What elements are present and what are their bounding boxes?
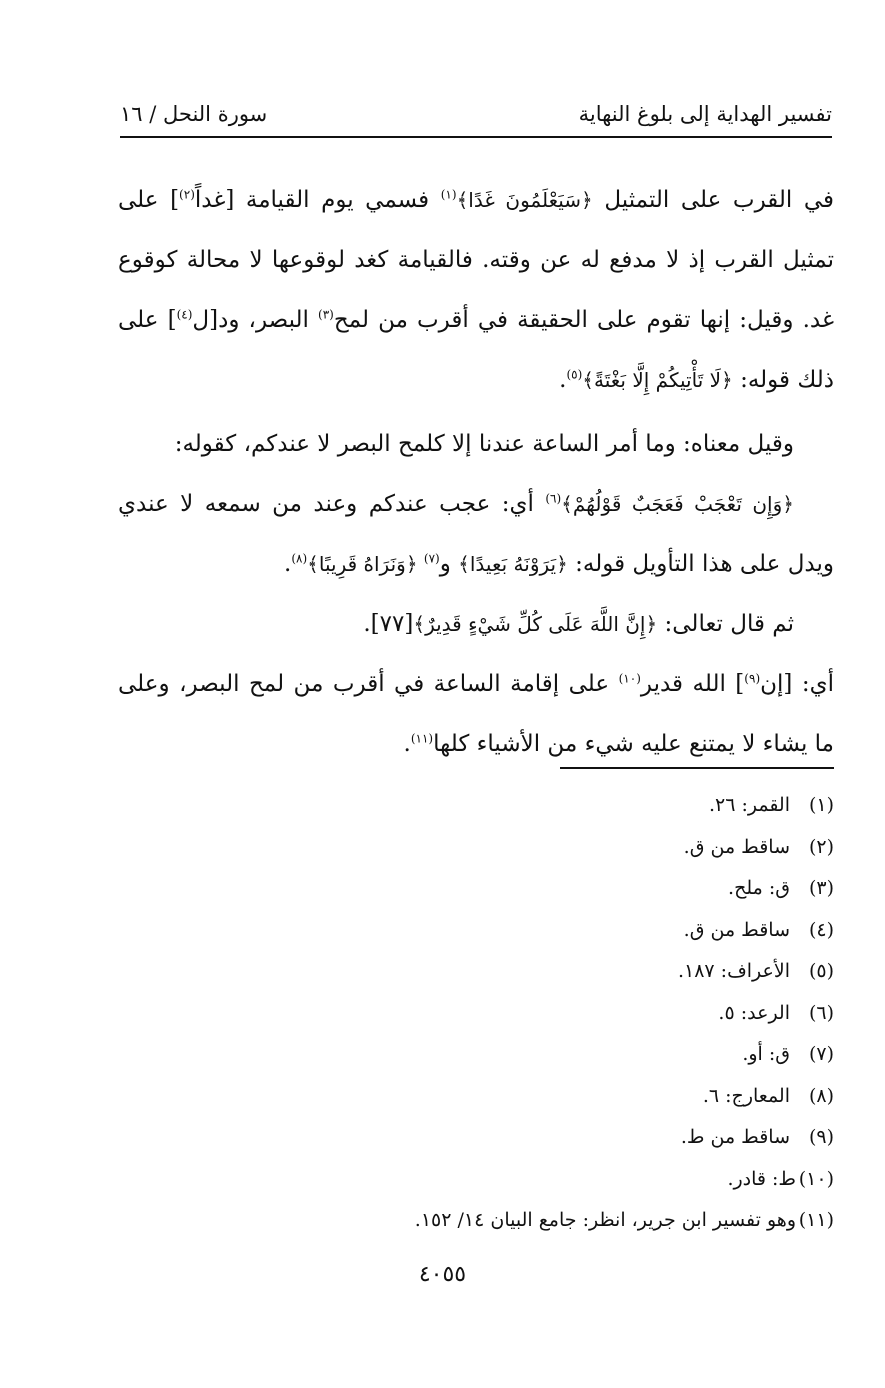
footnote-text: ساقط من ق. xyxy=(683,918,790,941)
footnote-text: ق: ملح. xyxy=(728,877,790,899)
footnote xyxy=(118,1160,834,1202)
quran-quote: ﴿سَيَعْلَمُونَ غَدًا﴾ xyxy=(456,188,593,212)
quran-quote: ﴿إِنَّ اللَّهَ عَلَى كُلِّ شَيْءٍ قَدِيرٌ﴾ xyxy=(413,612,658,636)
footnote xyxy=(118,952,834,994)
paragraph-4 xyxy=(118,594,834,654)
footnote-number: (٧) xyxy=(808,1043,834,1065)
paragraph-3 xyxy=(118,474,834,594)
quran-quote: ﴿يَرَوْنَهُ بَعِيدًا﴾ xyxy=(458,552,568,576)
footnote-number: (١٠) xyxy=(798,1167,834,1190)
text-run: ] الله قدير xyxy=(640,671,745,697)
footnote-text: المعارج: ٦. xyxy=(702,1084,790,1107)
footnote xyxy=(118,1118,834,1160)
footnote xyxy=(118,911,834,953)
footnote-text: ساقط من ط. xyxy=(680,1126,790,1148)
text-run: . xyxy=(403,731,411,757)
footnote-number: (١) xyxy=(808,794,834,816)
footnote-number: (٦) xyxy=(808,1001,834,1024)
footnote-number: (١١) xyxy=(798,1209,834,1231)
footnote-text: ساقط من ق. xyxy=(683,835,790,858)
footnotes-list xyxy=(118,786,834,1243)
text-run: ثم قال تعالى: xyxy=(657,611,794,637)
verse-number: [٧٧]. xyxy=(363,611,414,637)
footnote-text: الأعراف: ١٨٧. xyxy=(677,960,790,982)
text-run: البصر، ود[ل xyxy=(192,307,319,333)
text-run: على إقامة الساعة في أقرب من لمح البصر، وعلى ما يشاء لا يمتنع عليه شيء من الأشياء كلها xyxy=(118,671,834,757)
footnote-ref: (٨) xyxy=(291,551,308,566)
text-run: في القرب على التمثيل xyxy=(592,187,835,213)
footnote xyxy=(118,994,834,1036)
footnote-ref: (٥) xyxy=(566,367,583,382)
text-run: . xyxy=(284,551,292,577)
text-run: فسمي يوم القيامة [غداً xyxy=(194,187,441,213)
footnote xyxy=(118,1035,834,1077)
book-title: تفسير الهداية إلى بلوغ النهاية xyxy=(578,102,832,126)
page-number: ٤٠٥٥ xyxy=(418,1262,467,1287)
footnote-text: وهو تفسير ابن جرير، انظر: جامع البيان ١٤/ ١٥٢. xyxy=(414,1209,796,1231)
footnote-ref: (٢) xyxy=(179,187,195,202)
quran-quote: ﴿وَإِن تَعْجَبْ فَعَجَبٌ قَوْلُهُمْ﴾ xyxy=(561,492,794,516)
text-run: أي: عجب عندكم وعند من سمعه لا عندي ويدل على هذا التأويل قوله: xyxy=(118,491,834,577)
paragraph-2 xyxy=(118,414,834,474)
main-text xyxy=(118,170,834,774)
footnote-text: القمر: ٢٦. xyxy=(708,794,790,816)
running-header xyxy=(120,96,832,138)
text-run: أي: [إن xyxy=(760,671,834,697)
footnote xyxy=(118,1201,834,1243)
footnote-number: (٤) xyxy=(808,918,834,941)
footnote-ref: (١) xyxy=(440,187,457,202)
footnote-text: ق: أو. xyxy=(742,1043,790,1065)
text-run: . xyxy=(559,367,567,393)
text-run: ] على ذلك قوله: xyxy=(118,307,834,393)
footnote-ref: (٤) xyxy=(176,307,193,322)
footnote-number: (٩) xyxy=(808,1126,834,1148)
footnote-separator xyxy=(560,767,834,769)
text-run: ] على تمثيل القرب إذ لا مدفع له عن وقته. فالقيامة كغد لوقوعها لا محالة كوقوع غد. وقيل: إنها تقوم على الحقيقة في أقرب من لمح xyxy=(118,187,834,333)
paragraph-1 xyxy=(118,170,834,410)
quran-quote: ﴿لَا تَأْتِيكُمْ إِلَّا بَغْتَةً﴾ xyxy=(582,368,733,392)
paragraph-5 xyxy=(118,654,834,774)
footnote-number: (٥) xyxy=(808,960,834,982)
footnote xyxy=(118,828,834,870)
quran-quote: ﴿وَنَرَاهُ قَرِيبًا﴾ xyxy=(307,552,424,576)
text-run: وقيل معناه: وما أمر الساعة عندنا إلا كلمح البصر لا عندكم، كقوله: xyxy=(174,431,794,457)
footnote xyxy=(118,869,834,911)
footnote-ref: (٣) xyxy=(318,307,334,322)
footnote-text: ط: قادر. xyxy=(727,1167,796,1190)
text-run: و xyxy=(439,551,459,577)
footnote-ref: (٩) xyxy=(744,671,761,686)
footnote xyxy=(118,1077,834,1119)
footnote-number: (٢) xyxy=(808,835,834,858)
footnote-ref: (٦) xyxy=(545,491,562,506)
footnote-ref: (١٠) xyxy=(618,671,641,686)
surah-title: سورة النحل / ١٦ xyxy=(120,102,268,126)
footnote-ref: (٧) xyxy=(423,551,440,566)
footnote-number: (٣) xyxy=(808,877,834,899)
footnote-text: الرعد: ٥. xyxy=(718,1001,790,1024)
footnote-ref: (١١) xyxy=(410,731,434,746)
footnote xyxy=(118,786,834,828)
footnote-number: (٨) xyxy=(808,1084,834,1107)
